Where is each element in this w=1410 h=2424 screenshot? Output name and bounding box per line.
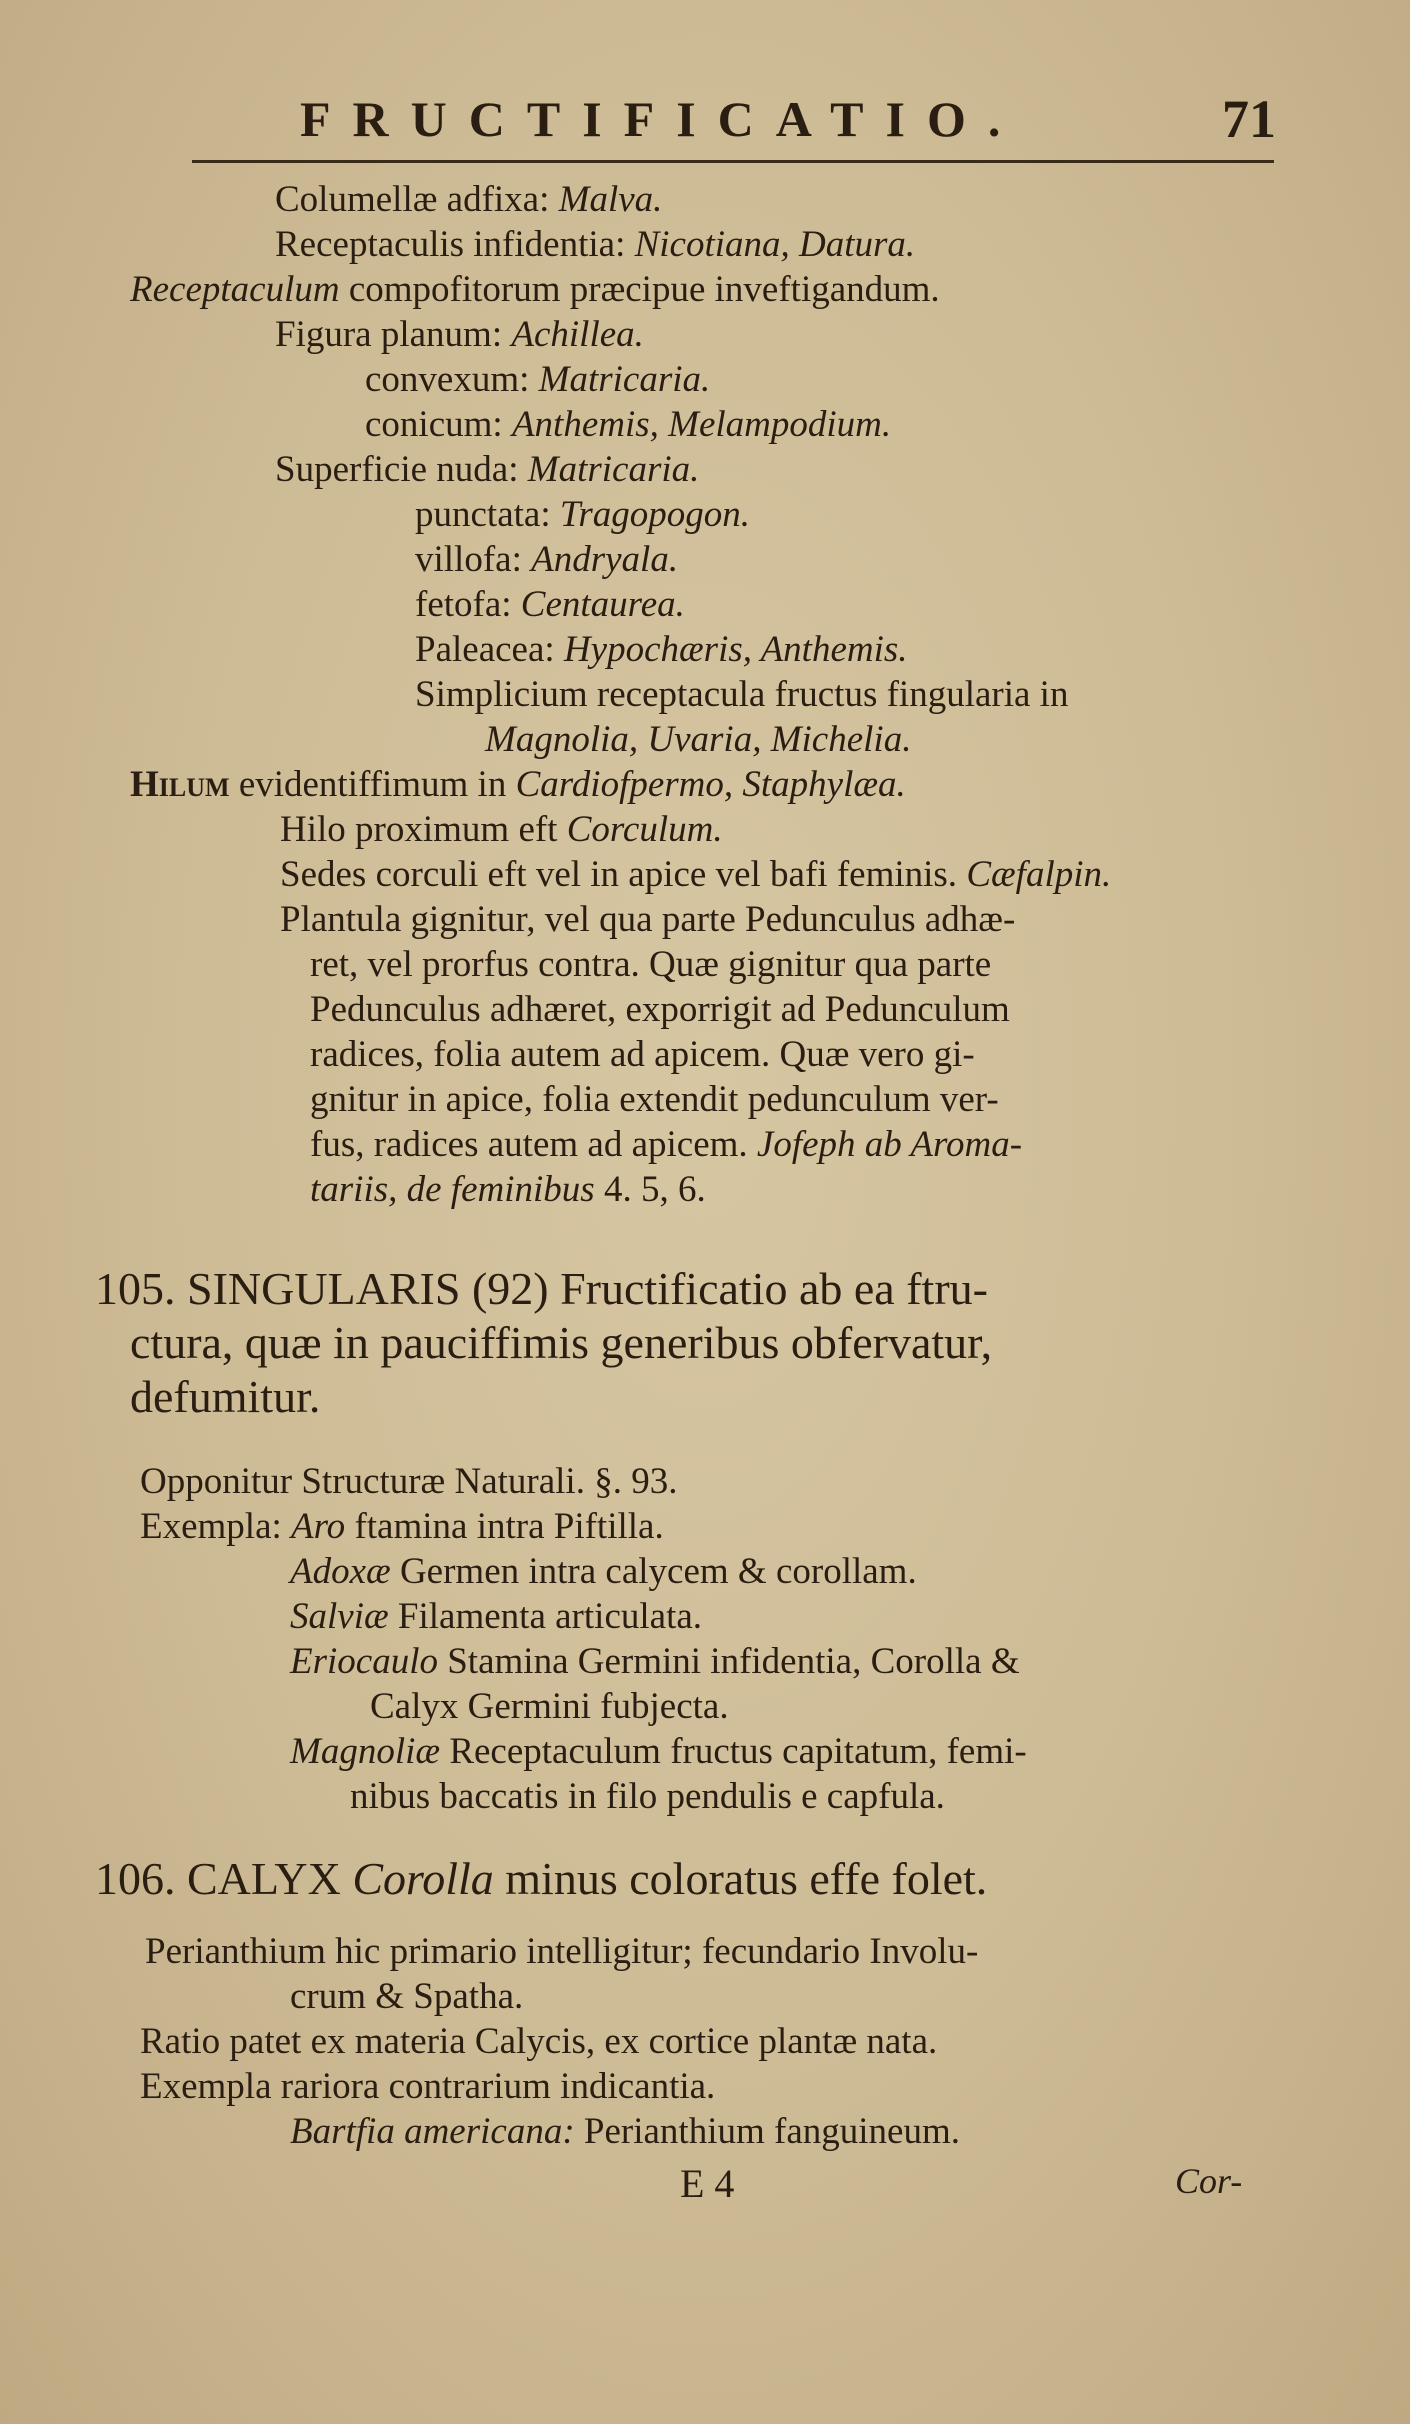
text-line: Figura planum: Achillea. — [275, 314, 644, 355]
text-line: Exempla: Aro ftamina intra Piftilla. — [140, 1506, 664, 1547]
catchword: Cor- — [1175, 2161, 1243, 2201]
text-line: defumitur. — [130, 1371, 321, 1422]
text-line: convexum: Matricaria. — [365, 359, 711, 400]
text-line: nibus baccatis in filo pendulis e capfula. — [350, 1776, 945, 1817]
text-line: conicum: Anthemis, Melampodium. — [365, 404, 892, 445]
signature-mark: E 4 — [680, 2161, 735, 2206]
text-line: 106. CALYX Corolla minus coloratus effe folet. — [95, 1853, 988, 1904]
text-line: Hilo proximum eft Corculum. — [280, 809, 723, 850]
text-line: villofa: Andryala. — [415, 539, 679, 580]
text-line: Perianthium hic primario intelligitur; fecundario Involu- — [145, 1931, 979, 1972]
text-line: Eriocaulo Stamina Germini infidentia, Corolla & — [290, 1641, 1020, 1682]
text-line: Opponitur Structuræ Naturali. §. 93. — [140, 1461, 678, 1502]
text-line: fetofa: Centaurea. — [415, 584, 685, 625]
text-line: punctata: Tragopogon. — [415, 494, 751, 535]
text-line: Pedunculus adhæret, exporrigit ad Pedunculum — [310, 989, 1010, 1030]
text-line: Salviæ Filamenta articulata. — [290, 1596, 703, 1637]
text-line: ret, vel prorfus contra. Quæ gignitur qua parte — [310, 944, 992, 985]
text-line: Calyx Germini fubjecta. — [370, 1686, 729, 1727]
text-line: Receptaculis infidentia: Nicotiana, Datura. — [275, 224, 916, 265]
text-line: ctura, quæ in pauciffimis generibus obfervatur, — [130, 1317, 993, 1368]
text-line: 105. SINGULARIS (92) Fructificatio ab ea ftru- — [95, 1263, 988, 1314]
text-line: Adoxæ Germen intra calycem & corollam. — [290, 1551, 917, 1592]
text-line: Receptaculum compofitorum præcipue inveftigandum. — [130, 269, 940, 310]
text-line: Columellæ adfixa: Malva. — [275, 179, 663, 220]
running-head: FRUCTIFICATIO. — [300, 91, 1023, 147]
text-line: Plantula gignitur, vel qua parte Pedunculus adhæ- — [280, 899, 1016, 940]
text-line: Simplicium receptacula fructus fingularia in — [415, 674, 1069, 715]
text-line: fus, radices autem ad apicem. Jofeph ab Aroma- — [310, 1124, 1023, 1165]
text-line: gnitur in apice, folia extendit pedunculum ver- — [310, 1079, 999, 1120]
text-line: Exempla rariora contrarium indicantia. — [140, 2066, 716, 2107]
text-line: Paleacea: Hypochæris, Anthemis. — [415, 629, 908, 670]
page-number: 71 — [1222, 89, 1276, 149]
text-line: Superficie nuda: Matricaria. — [275, 449, 700, 490]
text-line: Hilum evidentiffimum in Cardiofpermo, Staphylæa. — [130, 764, 906, 805]
text-line: Sedes corculi eft vel in apice vel bafi feminis. Cæfalpin. — [280, 854, 1112, 895]
text-line: Magnolia, Uvaria, Michelia. — [485, 719, 912, 760]
text-line: radices, folia autem ad apicem. Quæ vero gi- — [310, 1034, 975, 1075]
header-rule — [192, 160, 1274, 163]
text-line: Ratio patet ex materia Calycis, ex cortice plantæ nata. — [140, 2021, 938, 2062]
text-line: Bartfia americana: Perianthium fanguineum. — [290, 2111, 960, 2152]
text-line: tariis, de feminibus 4. 5, 6. — [310, 1169, 706, 1210]
text-line: crum & Spatha. — [290, 1976, 524, 2017]
text-line: Magnoliæ Receptaculum fructus capitatum, femi- — [290, 1731, 1027, 1772]
